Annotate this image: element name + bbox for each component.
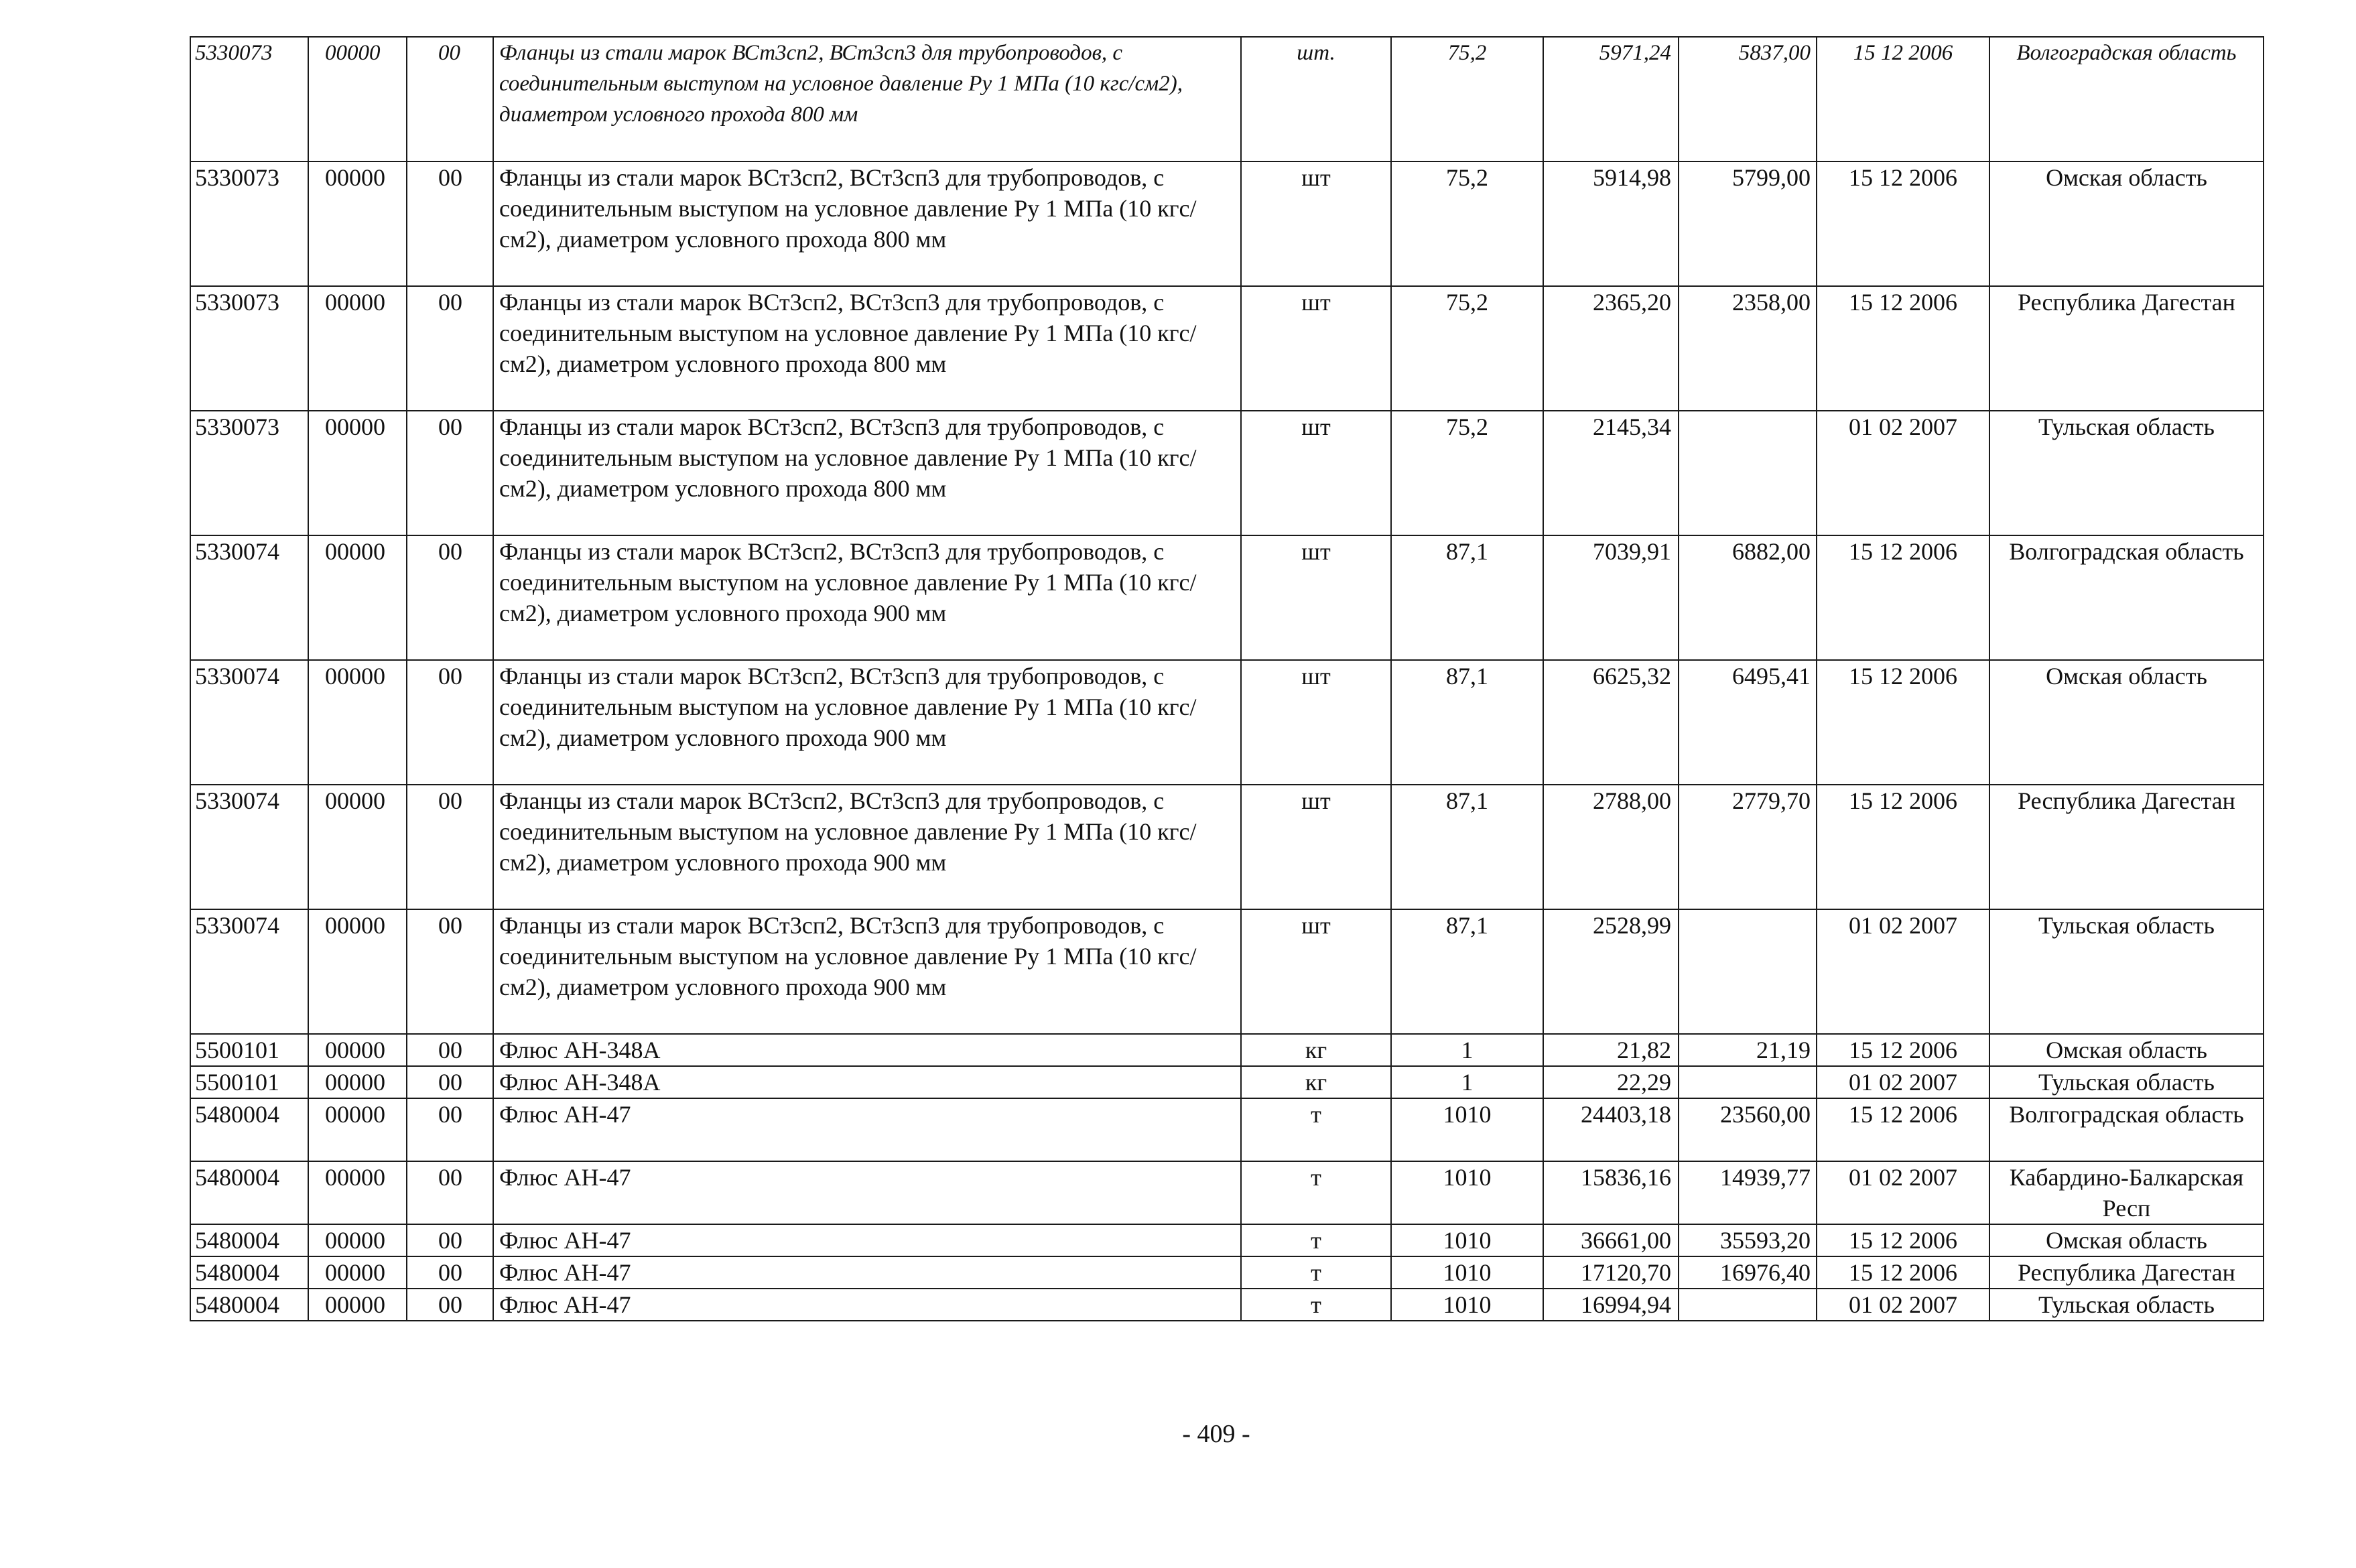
date-cell: 15 12 2006 [1817,1256,1989,1289]
weight-cell: 75,2 [1391,411,1543,535]
table-row [190,1289,2264,1321]
variant-code-cell: 00 [407,785,493,909]
price-with-vat-cell: 16994,94 [1543,1289,1679,1321]
price-cell: 6495,41 [1679,660,1817,785]
sub-code-cell: 00000 [308,37,407,161]
table-row [190,1066,2264,1098]
item-code-cell: 5330074 [190,535,308,660]
weight-cell: 1 [1391,1034,1543,1066]
item-name-cell: Фланцы из стали марок ВСт3сп2, ВСт3сп3 для трубопроводов, с соединительным выступом на условное давление Ру 1 МПа (10 кгс/см2), диаметром условного прохода 900 мм [493,909,1241,1034]
item-code-cell: 5500101 [190,1066,308,1098]
table-row [190,660,2264,785]
weight-cell: 1010 [1391,1224,1543,1256]
table-row [190,286,2264,411]
sub-code-cell: 00000 [308,909,407,1034]
unit-cell: т [1241,1098,1391,1161]
item-name-cell: Фланцы из стали марок ВСт3сп2, ВСт3сп3 для трубопроводов, с соединительным выступом на условное давление Ру 1 МПа (10 кгс/см2), диаметром условного прохода 800 мм [493,411,1241,535]
date-cell: 01 02 2007 [1817,411,1989,535]
date-cell: 15 12 2006 [1817,660,1989,785]
item-code-cell: 5480004 [190,1256,308,1289]
item-code-cell: 5330073 [190,286,308,411]
region-cell: Республика Дагестан [1989,286,2264,411]
price-cell: 23560,00 [1679,1098,1817,1161]
price-with-vat-cell: 6625,32 [1543,660,1679,785]
item-name-cell: Флюс АН-348А [493,1066,1241,1098]
item-name-cell: Флюс АН-348А [493,1034,1241,1066]
weight-cell: 75,2 [1391,161,1543,286]
price-with-vat-cell: 24403,18 [1543,1098,1679,1161]
unit-cell: шт. [1241,37,1391,161]
region-cell: Омская область [1989,161,2264,286]
price-cell: 35593,20 [1679,1224,1817,1256]
price-cell [1679,1066,1817,1098]
region-cell: Тульская область [1989,411,2264,535]
price-table [190,36,2264,1321]
price-with-vat-cell: 2528,99 [1543,909,1679,1034]
unit-cell: шт [1241,286,1391,411]
page-number: - 409 - [1182,1420,1250,1448]
sub-code-cell: 00000 [308,1224,407,1256]
table-row [190,909,2264,1034]
variant-code-cell: 00 [407,286,493,411]
item-code-cell: 5500101 [190,1034,308,1066]
table-row [190,1256,2264,1289]
item-code-cell: 5480004 [190,1224,308,1256]
weight-cell: 1010 [1391,1289,1543,1321]
item-code-cell: 5480004 [190,1098,308,1161]
item-name-cell: Флюс АН-47 [493,1224,1241,1256]
price-with-vat-cell: 36661,00 [1543,1224,1679,1256]
table-row [190,411,2264,535]
sub-code-cell: 00000 [308,535,407,660]
sub-code-cell: 00000 [308,411,407,535]
price-with-vat-cell: 7039,91 [1543,535,1679,660]
region-cell: Кабардино-Балкарская Респ [1989,1161,2264,1224]
region-cell: Республика Дагестан [1989,1256,2264,1289]
item-name-cell: Фланцы из стали марок ВСт3сп2, ВСт3сп3 для трубопроводов, с соединительным выступом на условное давление Ру 1 МПа (10 кгс/см2), диаметром условного прохода 900 мм [493,660,1241,785]
table-row [190,535,2264,660]
price-with-vat-cell: 5971,24 [1543,37,1679,161]
weight-cell: 1 [1391,1066,1543,1098]
unit-cell: т [1241,1256,1391,1289]
variant-code-cell: 00 [407,909,493,1034]
price-with-vat-cell: 21,82 [1543,1034,1679,1066]
sub-code-cell: 00000 [308,1066,407,1098]
item-name-cell: Флюс АН-47 [493,1289,1241,1321]
region-cell: Волгоградская область [1989,1098,2264,1161]
table-row [190,1034,2264,1066]
sub-code-cell: 00000 [308,286,407,411]
price-with-vat-cell: 22,29 [1543,1066,1679,1098]
price-cell: 2358,00 [1679,286,1817,411]
item-code-cell: 5330074 [190,660,308,785]
date-cell: 01 02 2007 [1817,909,1989,1034]
item-code-cell: 5330073 [190,161,308,286]
price-cell: 2779,70 [1679,785,1817,909]
unit-cell: т [1241,1289,1391,1321]
date-cell: 15 12 2006 [1817,1034,1989,1066]
variant-code-cell: 00 [407,1256,493,1289]
weight-cell: 87,1 [1391,660,1543,785]
sub-code-cell: 00000 [308,1098,407,1161]
item-name-cell: Флюс АН-47 [493,1256,1241,1289]
region-cell: Омская область [1989,1224,2264,1256]
item-name-cell: Фланцы из стали марок ВСт3сп2, ВСт3сп3 для трубопроводов, с соединительным выступом на условное давление Ру 1 МПа (10 кгс/см2), диаметром условного прохода 800 мм [493,286,1241,411]
variant-code-cell: 00 [407,411,493,535]
region-cell: Волгоградская область [1989,37,2264,161]
unit-cell: кг [1241,1034,1391,1066]
table-row [190,1224,2264,1256]
unit-cell: кг [1241,1066,1391,1098]
table-row [190,161,2264,286]
item-code-cell: 5330073 [190,37,308,161]
variant-code-cell: 00 [407,1289,493,1321]
weight-cell: 87,1 [1391,909,1543,1034]
date-cell: 15 12 2006 [1817,37,1989,161]
weight-cell: 87,1 [1391,785,1543,909]
variant-code-cell: 00 [407,1066,493,1098]
price-cell [1679,909,1817,1034]
price-cell: 5837,00 [1679,37,1817,161]
region-cell: Тульская область [1989,1066,2264,1098]
region-cell: Омская область [1989,1034,2264,1066]
price-cell: 21,19 [1679,1034,1817,1066]
region-cell: Омская область [1989,660,2264,785]
price-with-vat-cell: 2365,20 [1543,286,1679,411]
variant-code-cell: 00 [407,1224,493,1256]
unit-cell: шт [1241,660,1391,785]
table-row [190,37,2264,161]
unit-cell: т [1241,1224,1391,1256]
date-cell: 15 12 2006 [1817,161,1989,286]
weight-cell: 75,2 [1391,37,1543,161]
variant-code-cell: 00 [407,161,493,286]
unit-cell: шт [1241,909,1391,1034]
table-row [190,1161,2264,1224]
weight-cell: 87,1 [1391,535,1543,660]
item-name-cell: Фланцы из стали марок ВСт3сп2, ВСт3сп3 для трубопроводов, с соединительным выступом на условное давление Ру 1 МПа (10 кгс/см2), диаметром условного прохода 800 мм [493,161,1241,286]
item-code-cell: 5480004 [190,1289,308,1321]
unit-cell: шт [1241,161,1391,286]
weight-cell: 1010 [1391,1161,1543,1224]
item-name-cell: Фланцы из стали марок ВСт3сп2, ВСт3сп3 для трубопроводов, с соединительным выступом на условное давление Ру 1 МПа (10 кгс/см2), диаметром условного прохода 900 мм [493,535,1241,660]
price-with-vat-cell: 5914,98 [1543,161,1679,286]
sub-code-cell: 00000 [308,1256,407,1289]
item-name-cell: Флюс АН-47 [493,1161,1241,1224]
price-cell: 6882,00 [1679,535,1817,660]
price-with-vat-cell: 15836,16 [1543,1161,1679,1224]
item-code-cell: 5330074 [190,909,308,1034]
table-row [190,785,2264,909]
unit-cell: шт [1241,535,1391,660]
region-cell: Республика Дагестан [1989,785,2264,909]
price-cell: 14939,77 [1679,1161,1817,1224]
variant-code-cell: 00 [407,535,493,660]
price-cell [1679,411,1817,535]
table-body [190,37,2264,1321]
sub-code-cell: 00000 [308,1289,407,1321]
price-cell [1679,1289,1817,1321]
weight-cell: 1010 [1391,1256,1543,1289]
price-with-vat-cell: 2788,00 [1543,785,1679,909]
region-cell: Волгоградская область [1989,535,2264,660]
date-cell: 01 02 2007 [1817,1161,1989,1224]
sub-code-cell: 00000 [308,1034,407,1066]
item-code-cell: 5480004 [190,1161,308,1224]
date-cell: 15 12 2006 [1817,785,1989,909]
price-with-vat-cell: 17120,70 [1543,1256,1679,1289]
item-code-cell: 5330073 [190,411,308,535]
unit-cell: т [1241,1161,1391,1224]
variant-code-cell: 00 [407,1034,493,1066]
date-cell: 15 12 2006 [1817,1098,1989,1161]
item-name-cell: Флюс АН-47 [493,1098,1241,1161]
date-cell: 01 02 2007 [1817,1289,1989,1321]
sub-code-cell: 00000 [308,785,407,909]
unit-cell: шт [1241,411,1391,535]
date-cell: 15 12 2006 [1817,1224,1989,1256]
unit-cell: шт [1241,785,1391,909]
region-cell: Тульская область [1989,1289,2264,1321]
sub-code-cell: 00000 [308,1161,407,1224]
weight-cell: 1010 [1391,1098,1543,1161]
weight-cell: 75,2 [1391,286,1543,411]
item-name-cell: Фланцы из стали марок ВСт3сп2, ВСт3сп3 для трубопроводов, с соединительным выступом на условное давление Ру 1 МПа (10 кгс/см2), диаметром условного прохода 800 мм [493,37,1241,161]
variant-code-cell: 00 [407,1098,493,1161]
date-cell: 15 12 2006 [1817,535,1989,660]
sub-code-cell: 00000 [308,161,407,286]
date-cell: 15 12 2006 [1817,286,1989,411]
sub-code-cell: 00000 [308,660,407,785]
variant-code-cell: 00 [407,37,493,161]
region-cell: Тульская область [1989,909,2264,1034]
variant-code-cell: 00 [407,1161,493,1224]
price-cell: 5799,00 [1679,161,1817,286]
price-with-vat-cell: 2145,34 [1543,411,1679,535]
item-name-cell: Фланцы из стали марок ВСт3сп2, ВСт3сп3 для трубопроводов, с соединительным выступом на условное давление Ру 1 МПа (10 кгс/см2), диаметром условного прохода 900 мм [493,785,1241,909]
date-cell: 01 02 2007 [1817,1066,1989,1098]
table-row [190,1098,2264,1161]
item-code-cell: 5330074 [190,785,308,909]
price-cell: 16976,40 [1679,1256,1817,1289]
variant-code-cell: 00 [407,660,493,785]
